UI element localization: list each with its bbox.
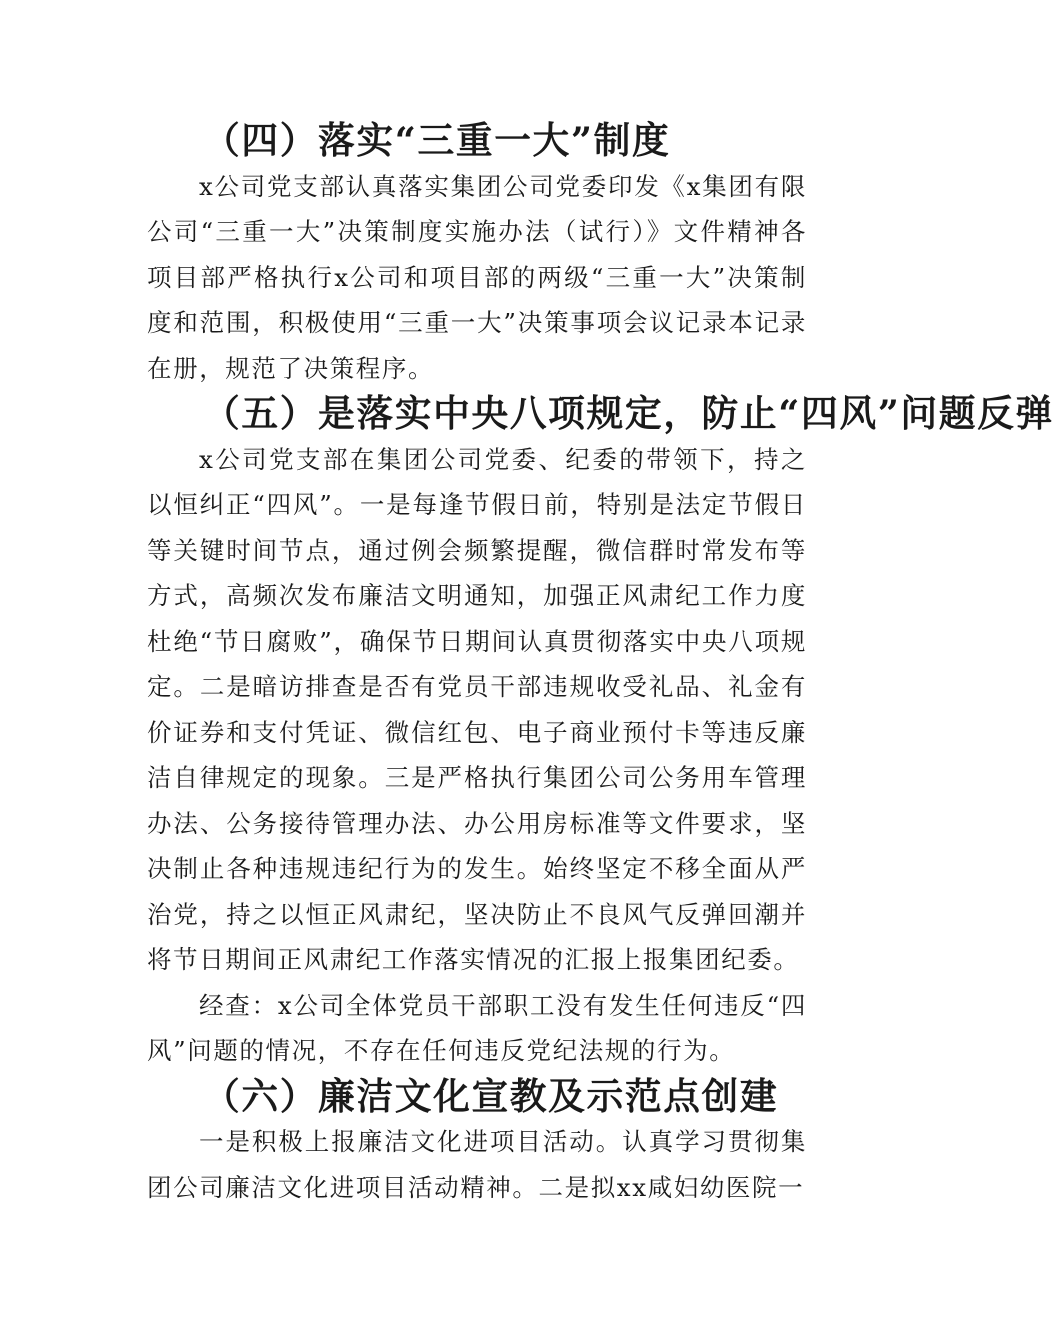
section-4-paragraph-1: x公司党支部认真落实集团公司党委印发《x集团有限公司“三重一大”决策制度实施办法（试行）》文件精神各项目部严格执行x公司和项目部的两级“三重一大”决策制度和范围，积极使用“三重一大”决策事项会议记录本记录在册，规范了决策程序。 xyxy=(147,171,807,383)
section-heading-6: （六）廉洁文化宣教及示范点创建 xyxy=(203,1073,779,1118)
section-heading-5: （五）是落实中央八项规定，防止“四风”问题反弹 xyxy=(203,391,1054,435)
section-5-paragraph-1: x公司党支部在集团公司党委、纪委的带领下，持之以恒纠正“四风”。一是每逢节假日前，特别是法定节假日等关键时间节点，通过例会频繁提醒，微信群时常发布等方式，高频次发布廉洁文明通知，加强正风肃纪工作力度杜绝“节日腐败”，确保节日期间认真贯彻落实中央八项规定。二是暗访排查是否有党员干部违规收受礼品、礼金有价证券和支付凭证、微信红包、电子商业预付卡等违反廉洁自律规定的现象。三是严格执行集团公司公务用车管理办法、公务接待管理办法、办公用房标准等文件要求，坚决制止各种违规违纪行为的发生。始终坚定不移全面从严治党，持之以恒正风肃纪，坚决防止不良风气反弹回潮并将节日期间正风肃纪工作落实情况的汇报上报集团纪委。 xyxy=(147,444,807,974)
section-5-paragraph-2: 经查：x公司全体党员干部职工没有发生任何违反“四风”问题的情况，不存在任何违反党纪法规的行为。 xyxy=(147,990,807,1065)
section-heading-4: （四）落实“三重一大”制度 xyxy=(203,118,671,162)
section-6-paragraph-1: 一是积极上报廉洁文化进项目活动。认真学习贯彻集团公司廉洁文化进项目活动精神。二是拟xx咸妇幼医院一 xyxy=(147,1127,807,1202)
document-body xyxy=(147,118,1054,1210)
